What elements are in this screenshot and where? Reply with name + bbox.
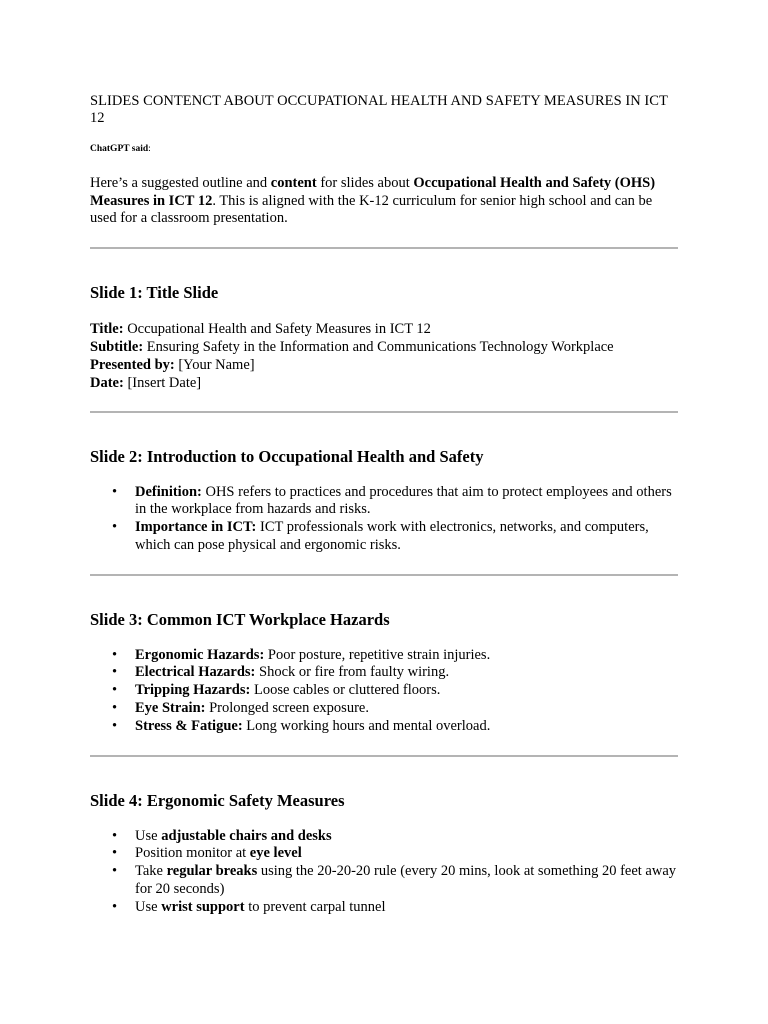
list-item xyxy=(135,899,680,917)
list-item-pre: Take xyxy=(135,863,167,880)
list-item-post: using the 20-20-20 rule (every 20 mins, look at something 20 feet away for 20 seconds) xyxy=(135,863,677,898)
list-item-text: Long working hours and mental overload. xyxy=(242,717,491,734)
list-item-label: Ergonomic Hazards: xyxy=(135,646,265,663)
intro-text-2: for slides about xyxy=(316,175,414,191)
list-item-post: to prevent carpal tunnel xyxy=(244,898,386,915)
list-item-bold: regular breaks xyxy=(166,863,258,880)
slide-1-presented-label: Presented by: xyxy=(90,356,175,373)
list-item xyxy=(135,863,680,899)
slide-1-presented-value: [Your Name] xyxy=(174,356,255,373)
list-item xyxy=(135,664,680,682)
intro-bold-2: Occupational Health and Safety (OHS) Measures in ICT 12 xyxy=(90,175,656,209)
list-item-text: Loose cables or cluttered floors. xyxy=(250,682,441,699)
list-item-pre: Position monitor at xyxy=(135,845,250,862)
divider xyxy=(90,411,678,413)
list-item xyxy=(135,718,680,736)
document-page xyxy=(90,93,680,917)
slide-1-subtitle-value: Ensuring Safety in the Information and Communications Technology Workplace xyxy=(143,338,614,355)
intro-paragraph xyxy=(90,175,680,228)
list-item xyxy=(135,519,680,555)
list-item xyxy=(135,647,680,665)
list-item-bold: eye level xyxy=(249,845,302,862)
slide-3-heading: Slide 3: Common ICT Workplace Hazards xyxy=(90,609,390,629)
divider xyxy=(90,755,678,757)
slide-4-heading: Slide 4: Ergonomic Safety Measures xyxy=(90,790,345,810)
list-item-text: OHS refers to practices and procedures that aim to protect employees and others in the workplace from hazards and risks. xyxy=(135,483,672,518)
slide-4-list xyxy=(90,828,680,917)
divider xyxy=(90,247,678,249)
list-item-pre: Use xyxy=(135,827,162,844)
slide-1-subtitle-label: Subtitle: xyxy=(90,338,144,355)
list-item-bold: adjustable chairs and desks xyxy=(161,827,332,844)
slide-3-list xyxy=(90,647,680,736)
list-item-text: Poor posture, repetitive strain injuries. xyxy=(264,646,491,663)
slide-1-subtitle-row xyxy=(90,338,680,356)
list-item-label: Eye Strain: xyxy=(135,700,206,717)
divider xyxy=(90,574,678,576)
list-item-text: Prolonged screen exposure. xyxy=(205,700,369,717)
list-item xyxy=(135,682,680,700)
list-item xyxy=(135,700,680,718)
list-item-label: Definition: xyxy=(135,483,202,500)
slide-1-date-value: [Insert Date] xyxy=(123,374,202,391)
chatgpt-said-label xyxy=(90,143,680,155)
list-item-label: Importance in ICT: xyxy=(135,519,257,536)
slide-2-heading: Slide 2: Introduction to Occupational Health and Safety xyxy=(90,446,484,466)
slide-1-details xyxy=(90,320,680,392)
chatgpt-said-text: ChatGPT said xyxy=(90,144,149,154)
list-item-bold: wrist support xyxy=(161,898,245,915)
slide-1-date-row xyxy=(90,374,680,392)
document-title: SLIDES CONTENCT ABOUT OCCUPATIONAL HEALTH AND SAFETY MEASURES IN ICT 12 xyxy=(90,93,668,126)
slide-1-date-label: Date: xyxy=(90,374,124,391)
slide-1-title-value: Occupational Health and Safety Measures in ICT 12 xyxy=(123,320,431,337)
intro-text-1: Here’s a suggested outline and xyxy=(90,175,271,191)
slide-1-title-label: Title: xyxy=(90,320,124,337)
intro-text-3: . This is aligned with the K-12 curriculum for senior high school and can be used for a classroom presentation. xyxy=(90,192,653,226)
list-item-label: Tripping Hazards: xyxy=(135,682,251,699)
list-item-label: Electrical Hazards: xyxy=(135,664,256,681)
intro-bold-1: content xyxy=(270,175,317,191)
list-item-label: Stress & Fatigue: xyxy=(135,717,243,734)
list-item xyxy=(135,845,680,863)
list-item-text: ICT professionals work with electronics, networks, and computers, which can pose physical and ergonomic risks. xyxy=(135,519,649,553)
slide-1-heading: Slide 1: Title Slide xyxy=(90,282,219,302)
slide-2-list xyxy=(90,484,680,555)
slide-1-presented-row xyxy=(90,356,680,374)
list-item-text: Shock or fire from faulty wiring. xyxy=(255,664,450,681)
chatgpt-said-colon: : xyxy=(148,144,151,154)
list-item-pre: Use xyxy=(135,898,162,915)
list-item xyxy=(135,828,680,846)
list-item xyxy=(135,484,680,520)
slide-1-title-row xyxy=(90,320,680,338)
